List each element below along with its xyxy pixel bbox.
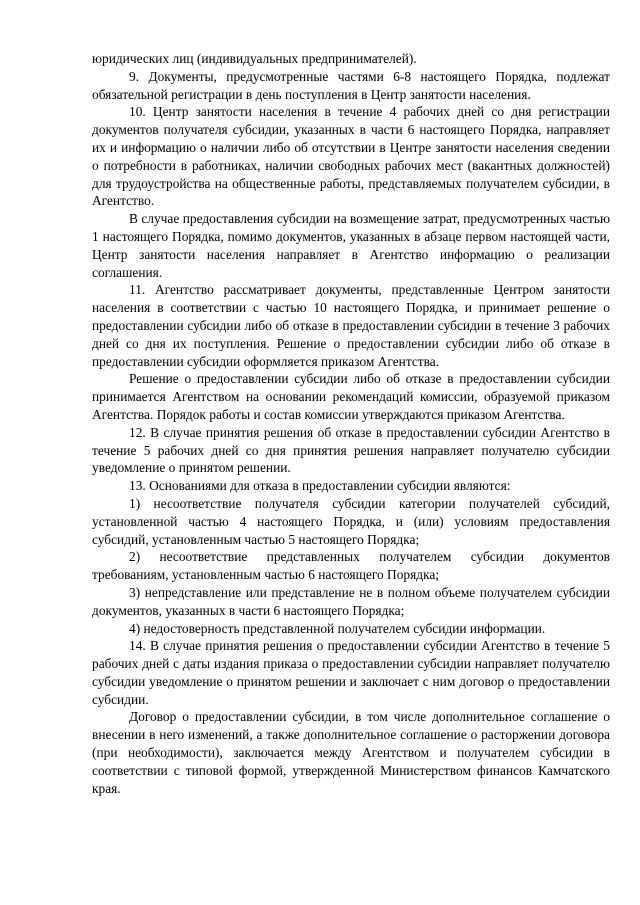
paragraph-item-13-reason-4: 4) недостоверность представленной получателем субсидии информации. [129, 620, 546, 636]
paragraph-item-14: 14. В случае принятия решения о предоставлении субсидии Агентство в течение 5 рабочих дней с даты издания приказа о предоставлении субсидии направляет получателю субсидии уведомление о принятом решении и заключает с ним договор о предоставлении субсидии. [92, 638, 610, 707]
paragraph-item-10-subsidy-case: В случае предоставления субсидии на возмещение затрат, предусмотренных частью 1 настоящего Порядка, помимо документов, указанных в абзаце первом настоящей части, Центр занятости населения направляет в Агентство информацию о реализации соглашения. [92, 211, 610, 280]
paragraph-item-11: 11. Агентство рассматривает документы, представленные Центром занятости населения в соответствии с частью 10 настоящего Порядка, и принимает решение о предоставлении субсидии либо об отказе в предоставлении субсидии в течение 3 рабочих дней со дня их поступления. Решение о предоставлении субсидии либо об отказе в предоставлении субсидии оформляется приказом Агентства. [92, 282, 610, 369]
paragraph-continuation: юридических лиц (индивидуальных предпринимателей). [92, 51, 417, 66]
paragraph-item-9: 9. Документы, предусмотренные частями 6-8 настоящего Порядка, подлежат обязательной регистрации в день поступления в Центр занятости населения. [92, 68, 610, 102]
paragraph-item-13-reason-1: 1) несоответствие получателя субсидии категории получателей субсидий, установленной частью 4 настоящего Порядка, и (или) условиям предоставления субсидий, установленным частью 5 настоящего Порядка; [92, 495, 610, 547]
paragraph-item-11-commission: Решение о предоставлении субсидии либо об отказе в предоставлении субсидии принимается Агентством на основании рекомендаций комиссии, образуемой приказом Агентства. Порядок работы и состав комиссии утверждаются приказом Агентства. [92, 371, 610, 422]
paragraph-item-13: 13. Основаниями для отказа в предоставлении субсидии являются: [129, 478, 511, 494]
paragraph-item-13-reason-2: 2) несоответствие представленных получателем субсидии документов требованиям, установленным частью 6 настоящего Порядка; [92, 549, 610, 583]
paragraph-item-14-contract: Договор о предоставлении субсидии, в том числе дополнительное соглашение о внесении в него изменений, а также дополнительное соглашение о расторжении договора (при необходимости), заключается между Агентством и получателем субсидии в соответствии с типовой формой, утвержденной Министерством финансов Камчатского края. [92, 709, 610, 796]
paragraph-item-13-reason-3: 3) непредставление или представление не в полном объеме получателем субсидии документов, указанных в части 6 настоящего Порядка; [92, 584, 610, 618]
paragraph-item-12: 12. В случае принятия решения об отказе в предоставлении субсидии Агентство в течение 5 рабочих дней со дня принятия решения направляет получателю субсидии уведомление о принятом решении. [92, 424, 610, 476]
paragraph-item-10: 10. Центр занятости населения в течение 4 рабочих дней со дня регистрации документов получателя субсидии, указанных в части 6 настоящего Порядка, направляет их и информацию о наличии либо об отсутствии в Центре занятости населения сведении о потребности в работниках, наличии свободных рабочих мест (вакантных должностей) для трудоустройства на общественные работы, представляемых получателем субсидии, в Агентство. [92, 104, 610, 209]
